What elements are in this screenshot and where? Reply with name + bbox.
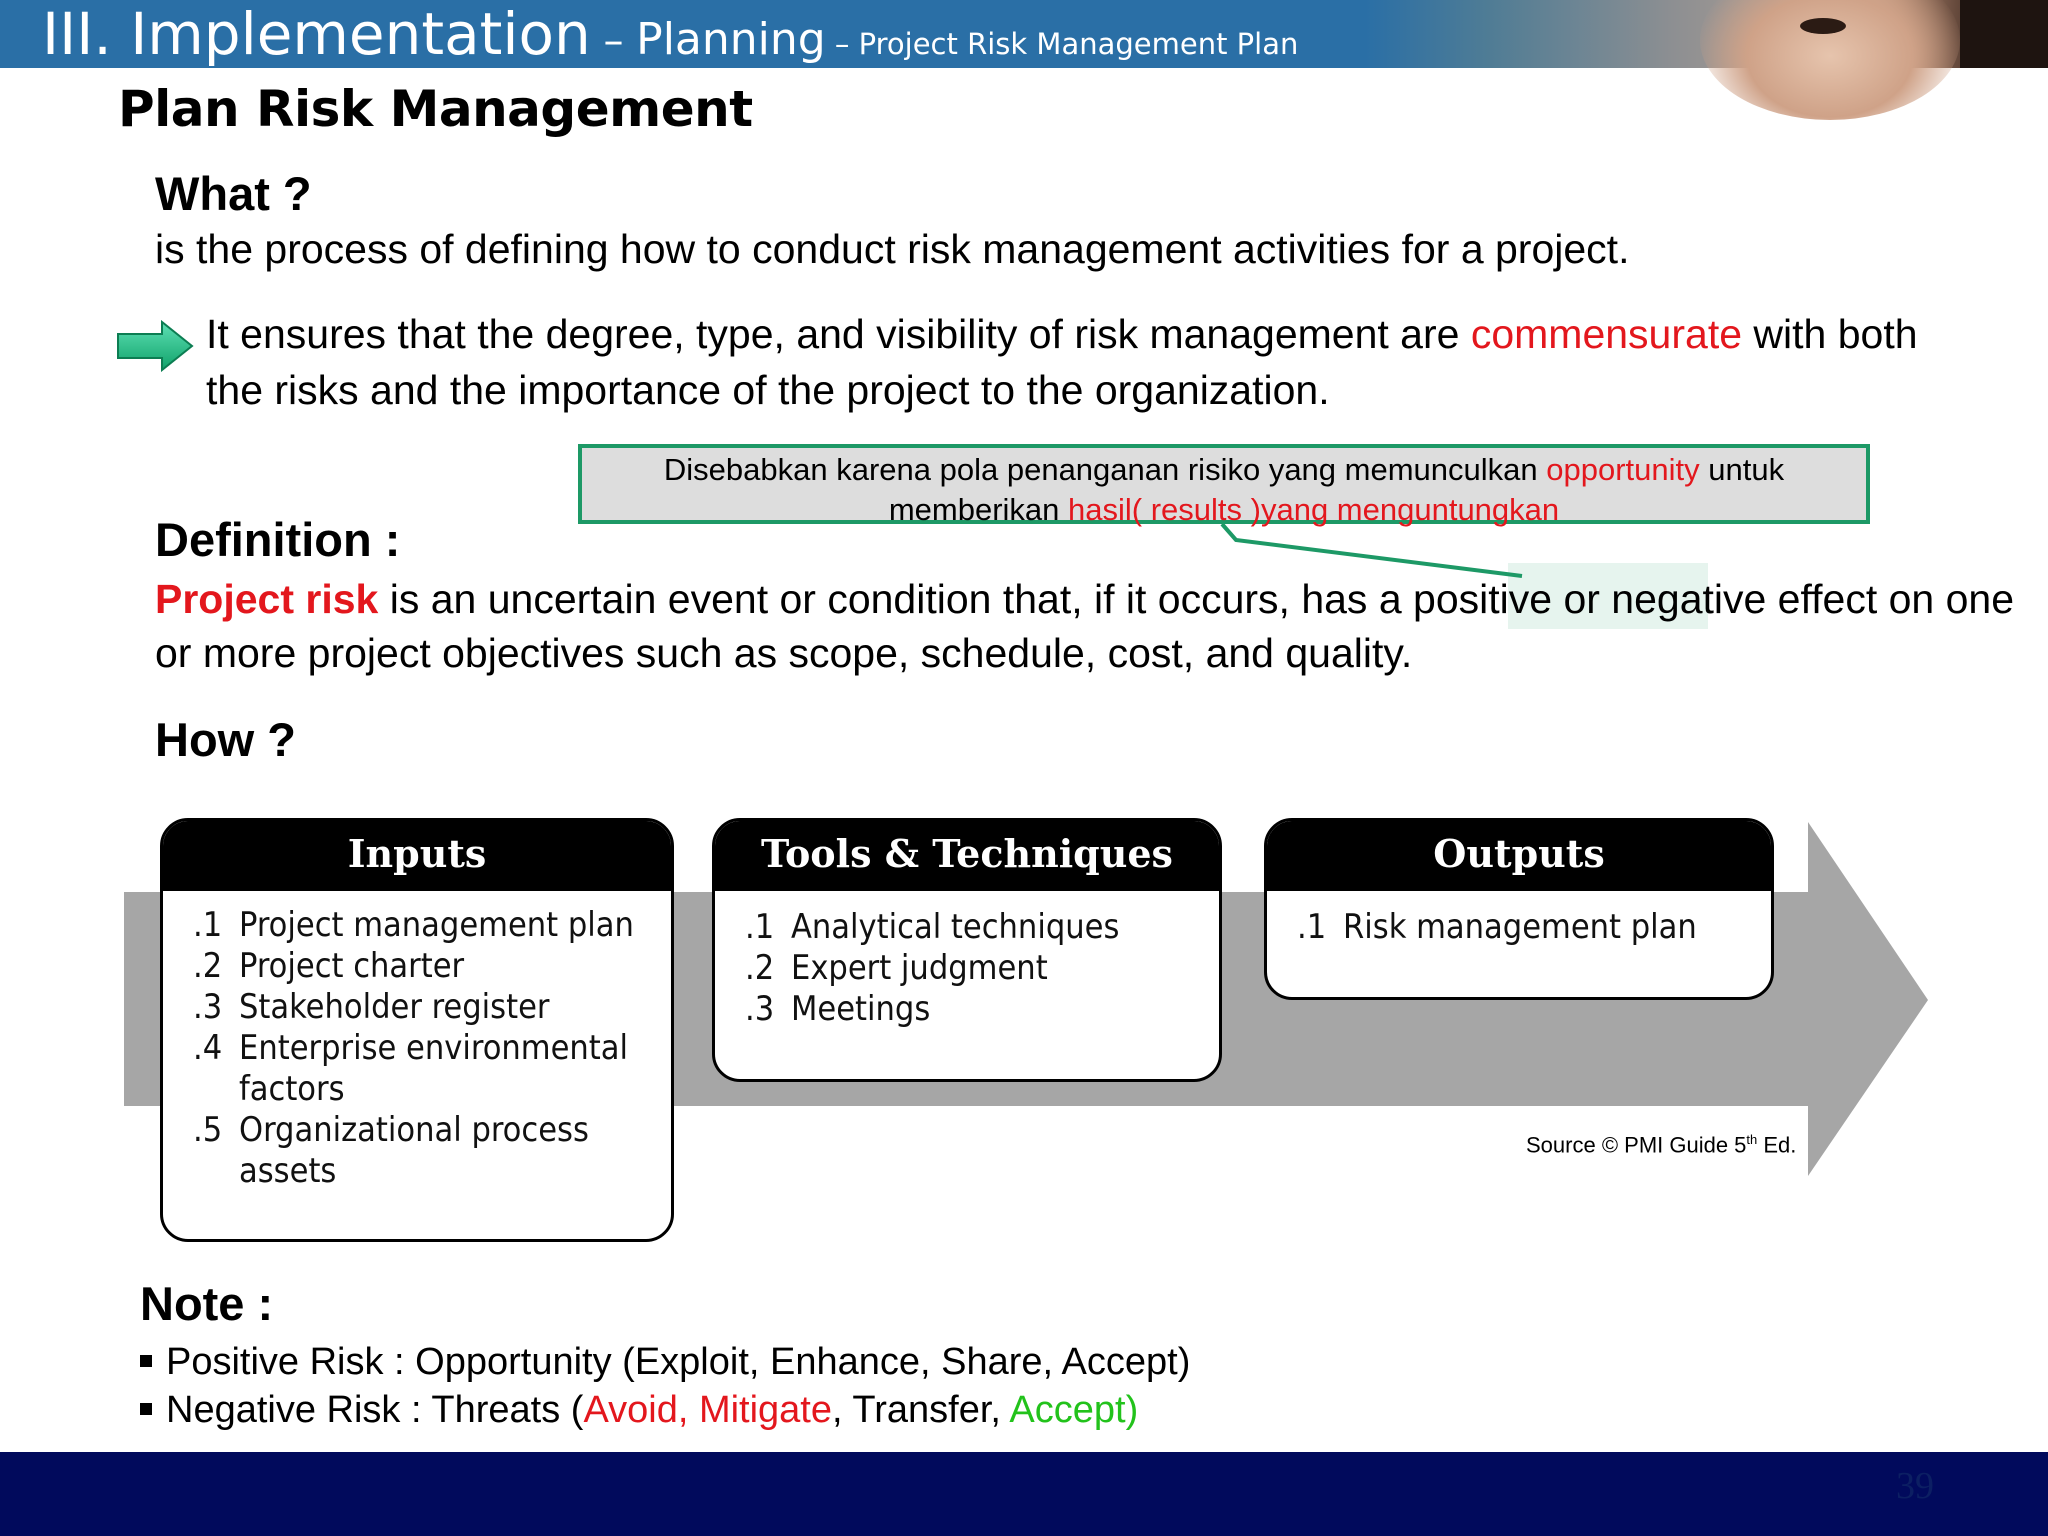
callout-red-1: opportunity bbox=[1546, 452, 1700, 487]
inputs-box bbox=[160, 818, 674, 1242]
item-label: Project charter bbox=[239, 946, 465, 986]
inputs-title: Inputs bbox=[163, 821, 671, 891]
callout-part-3: memberikan bbox=[888, 492, 1069, 527]
ensure-text-before: It ensures that the degree, type, and visibility of risk management are bbox=[206, 311, 1471, 357]
note-negative-avoid: Avoid, bbox=[583, 1389, 699, 1431]
note-negative-prefix: Negative Risk : Threats ( bbox=[166, 1389, 584, 1431]
item-label: Stakeholder register bbox=[239, 987, 550, 1027]
tools-box bbox=[712, 818, 1222, 1082]
definition-text-1: is an uncertain event or condition that, if it occurs, has bbox=[378, 576, 1379, 622]
header-sub: Planning bbox=[636, 14, 826, 65]
list-item bbox=[140, 1386, 1190, 1434]
source-text: Source © PMI Guide 5 bbox=[1526, 1132, 1747, 1158]
item-label: Organizational process assets bbox=[239, 1110, 589, 1191]
item-label: Expert judgment bbox=[791, 948, 1048, 988]
note-heading: Note : bbox=[140, 1277, 274, 1330]
list-item bbox=[193, 905, 651, 946]
outputs-list bbox=[1267, 891, 1771, 948]
item-number: .3 bbox=[193, 987, 223, 1027]
list-item bbox=[193, 987, 651, 1028]
ensure-highlight: commensurate bbox=[1470, 311, 1743, 357]
square-bullet-icon bbox=[140, 1403, 152, 1415]
list-item bbox=[1297, 907, 1751, 948]
how-heading: How ? bbox=[155, 713, 296, 766]
item-number: .2 bbox=[193, 946, 223, 986]
item-number: .1 bbox=[745, 907, 775, 947]
note-positive: Positive Risk : Opportunity (Exploit, Enhance, Share, Accept) bbox=[166, 1341, 1191, 1383]
note-negative-transfer: , Transfer, bbox=[832, 1389, 1010, 1431]
callout-part-1: Disebabkan karena pola penanganan risiko yang memunculkan bbox=[663, 452, 1547, 487]
what-heading: What ? bbox=[155, 167, 312, 220]
header-sub-2: Project Risk Management Plan bbox=[858, 27, 1299, 61]
source-suffix: Ed. bbox=[1757, 1132, 1797, 1158]
list-item bbox=[140, 1338, 1190, 1386]
item-label: Project management plan bbox=[239, 905, 634, 945]
source-caption bbox=[1526, 1132, 1796, 1158]
list-item bbox=[745, 989, 1199, 1030]
definition-highlighted: a positive bbox=[1378, 576, 1553, 622]
list-item bbox=[193, 1110, 651, 1192]
item-label: Analytical techniques bbox=[791, 907, 1120, 947]
item-number: .5 bbox=[193, 1110, 223, 1150]
tools-list bbox=[715, 891, 1219, 1030]
definition-heading: Definition : bbox=[155, 513, 401, 566]
item-number: .2 bbox=[745, 948, 775, 988]
note-negative-mitigate: Mitigate bbox=[698, 1389, 832, 1431]
callout-red-2: hasil( results )yang menguntungkan bbox=[1068, 492, 1560, 527]
footer-bar bbox=[0, 1452, 2048, 1536]
page-number: 39 bbox=[1896, 1465, 1934, 1507]
tools-title: Tools & Techniques bbox=[715, 821, 1219, 891]
item-label: Meetings bbox=[791, 989, 931, 1029]
outputs-title: Outputs bbox=[1267, 821, 1771, 891]
definition-text-2: or negative effect on one or more project objectives such as scope, schedule, cost, and quality. bbox=[155, 576, 2015, 676]
item-number: .3 bbox=[745, 989, 775, 1029]
header-dash-2: – bbox=[825, 27, 859, 61]
definition-term: Project risk bbox=[155, 576, 379, 622]
list-item bbox=[745, 907, 1199, 948]
item-label: Risk management plan bbox=[1343, 907, 1697, 947]
header-dash-1: – bbox=[590, 18, 637, 64]
item-number: .4 bbox=[193, 1028, 223, 1068]
item-number: .1 bbox=[1297, 907, 1327, 947]
ensure-text-after: with both the risks and the importance of the project to the organization. bbox=[206, 311, 1918, 413]
note-negative-accept: Accept) bbox=[1009, 1389, 1139, 1431]
list-item bbox=[193, 946, 651, 987]
slide-title: Plan Risk Management bbox=[118, 80, 753, 138]
callout-part-2: untuk bbox=[1699, 452, 1785, 487]
source-sup: th bbox=[1746, 1132, 1758, 1147]
inputs-list bbox=[163, 891, 671, 1192]
header-main: III. Implementation bbox=[42, 0, 591, 68]
note-list bbox=[140, 1338, 1190, 1434]
list-item bbox=[745, 948, 1199, 989]
square-bullet-icon bbox=[140, 1355, 152, 1367]
list-item bbox=[193, 1028, 651, 1110]
item-label: Enterprise environmental factors bbox=[239, 1028, 629, 1109]
item-number: .1 bbox=[193, 905, 223, 945]
outputs-box bbox=[1264, 818, 1774, 1000]
what-text: is the process of defining how to conduct risk management activities for a project. bbox=[155, 226, 1630, 272]
